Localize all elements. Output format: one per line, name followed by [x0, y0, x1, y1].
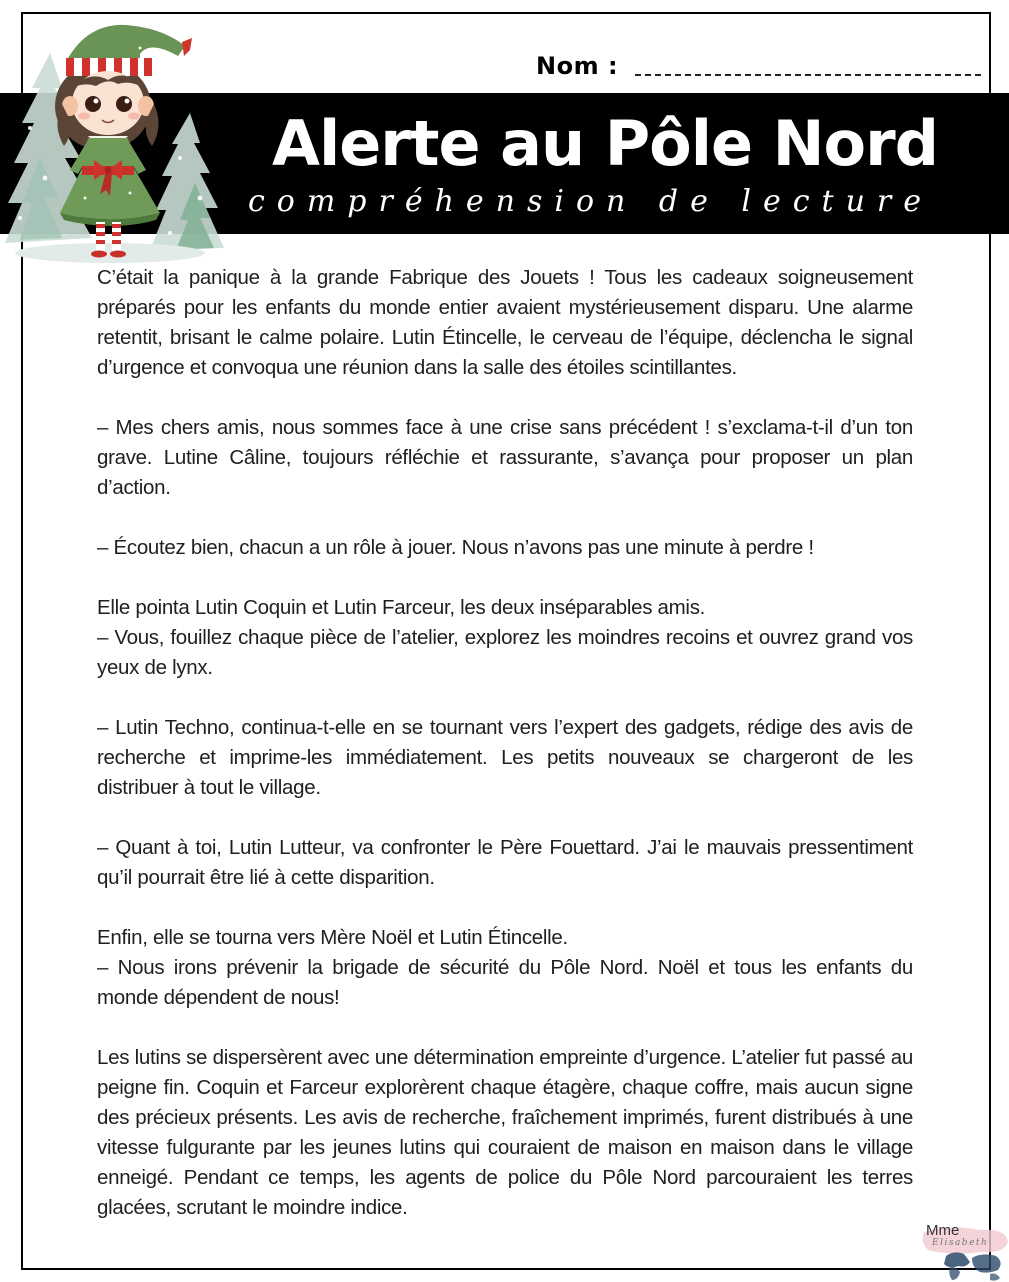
paragraph-gap — [97, 563, 913, 593]
name-field-row — [536, 52, 981, 80]
page-title: Alerte au Pôle Nord — [272, 107, 939, 180]
paragraph-4-line-2: – Vous, fouillez chaque pièce de l’atelier, explorez les moindres recoins et ouvrez grand vos yeux de lynx. — [97, 626, 913, 679]
paragraph-7-line-1: Enfin, elle se tourna vers Mère Noël et Lutin Étincelle. — [97, 926, 568, 949]
elf-illustration-icon — [0, 8, 232, 263]
name-label: Nom : — [536, 52, 619, 80]
paragraph-gap — [97, 803, 913, 833]
paragraph-2: – Mes chers amis, nous sommes face à une crise sans précédent ! s’exclama-t-il d’un ton grave. Lutine Câline, toujours réfléchie et rassurante, s’avança pour proposer un plan d’action. — [97, 416, 913, 499]
paragraph-1: C’était la panique à la grande Fabrique des Jouets ! Tous les cadeaux soigneusement préparés pour les enfants du monde entier avaient mystérieusement disparu. Une alarme retentit, brisant le calme polaire. Lutin Étincelle, le cerveau de l’équipe, déclencha le signal d’urgence et convoqua une réunion dans la salle des étoiles scintillantes. — [97, 266, 913, 379]
name-blank-line[interactable] — [635, 52, 981, 76]
paragraph-gap — [97, 383, 913, 413]
paragraph-5: – Lutin Techno, continua-t-elle en se tournant vers l’expert des gadgets, rédige des avis de recherche et imprime-les immédiatement. Les petits nouveaux se chargeront de les distribuer à tout le village. — [97, 716, 913, 799]
paragraph-gap — [97, 1013, 913, 1043]
paragraph-7-line-2: – Nous irons prévenir la brigade de sécurité du Pôle Nord. Noël et tous les enfants du monde dépendent de nous! — [97, 956, 913, 1009]
story-text — [97, 263, 913, 1223]
paragraph-gap — [97, 893, 913, 923]
paragraph-4-line-1: Elle pointa Lutin Coquin et Lutin Farceur, les deux inséparables amis. — [97, 596, 706, 619]
page-subtitle: compréhension de lecture — [248, 184, 934, 219]
paragraph-6: – Quant à toi, Lutin Lutteur, va confronter le Père Fouettard. J’ai le mauvais pressentiment qu’il pourrait être lié à cette disparition. — [97, 836, 913, 889]
paragraph-gap — [97, 503, 913, 533]
author-logo-script: Elisabeth — [932, 1238, 989, 1248]
paragraph-3: – Écoutez bien, chacun a un rôle à jouer. Nous n’avons pas une minute à perdre ! — [97, 536, 814, 559]
author-logo-main: Mme — [926, 1222, 960, 1239]
paragraph-8: Les lutins se dispersèrent avec une détermination empreinte d’urgence. L’atelier fut passé au peigne fin. Coquin et Farceur explorèrent chaque étagère, chaque coffre, mais aucun signe des précieux présents. Les avis de recherche, fraîchement imprimés, furent distribués à une vitesse fulgurante par les jeunes lutins qui couraient de maison en maison dans le village enneigé. Pendant ce temps, les agents de police du Pôle Nord parcouraient les terres glacées, scrutant le moindre indice. — [97, 1046, 913, 1219]
paragraph-gap — [97, 683, 913, 713]
